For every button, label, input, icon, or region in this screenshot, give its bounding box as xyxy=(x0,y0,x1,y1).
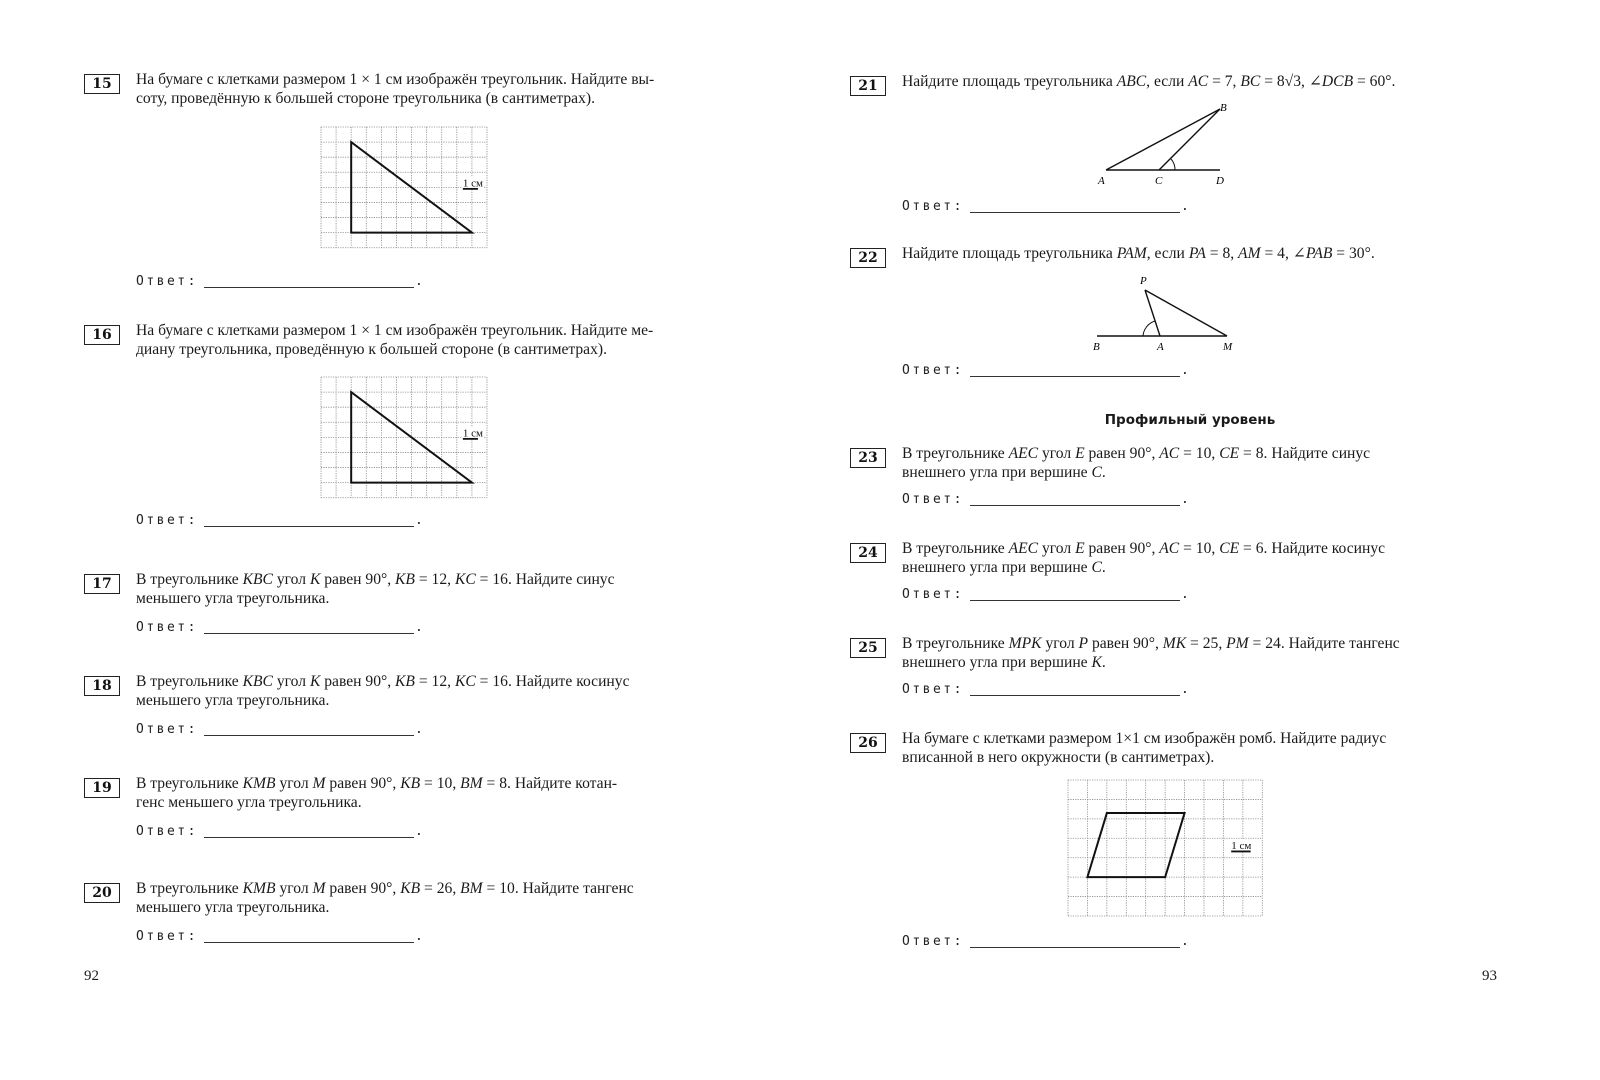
task-text-line: вписанной в него окружности (в сантиметрах). xyxy=(902,749,1215,766)
answer-label: Ответ: xyxy=(902,492,964,507)
page-right xyxy=(780,0,1600,1080)
task-25 xyxy=(850,634,1510,714)
label-p: P xyxy=(1140,275,1147,287)
task-number-box: 24 xyxy=(850,543,886,563)
task-number-box: 18 xyxy=(84,676,120,696)
answer-row: Ответ: . xyxy=(136,722,423,737)
task-text-line: В треугольнике AEC угол E равен 90°, AC = 10, CE = 8. Найдите синус xyxy=(902,445,1371,462)
answer-row: Ответ: . xyxy=(136,274,423,289)
side-ab xyxy=(1106,109,1220,170)
task-text-line: В треугольнике KMB угол M равен 90°, KB = 26, BM = 10. Найдите тангенс xyxy=(136,880,634,897)
task-text xyxy=(902,244,1502,263)
answer-label: Ответ: xyxy=(136,824,198,839)
answer-row: Ответ: . xyxy=(136,929,423,944)
answer-row: Ответ: . xyxy=(902,934,1189,949)
task-text-line: меньшего угла треугольника. xyxy=(136,590,330,607)
task-text-line: Найдите площадь треугольника PAM, если PA = 8, AM = 4, ∠PAB = 30°. xyxy=(902,245,1375,262)
task-text xyxy=(902,444,1502,482)
task-text-line: В треугольнике KBC угол K равен 90°, KB = 12, KC = 16. Найдите косинус xyxy=(136,673,630,690)
page-left xyxy=(0,0,780,1080)
scale-label: 1 см xyxy=(462,427,483,440)
task-text-line: В треугольнике KMB угол M равен 90°, KB = 10, BM = 8. Найдите котан- xyxy=(136,775,618,792)
task-text-line: меньшего угла треугольника. xyxy=(136,899,330,916)
task-19 xyxy=(84,774,734,854)
label-d: D xyxy=(1216,175,1224,187)
task-text xyxy=(136,570,724,608)
task-text xyxy=(136,774,724,812)
task-text-line: В треугольнике AEC угол E равен 90°, AC = 10, CE = 6. Найдите косинус xyxy=(902,540,1386,557)
grid-figure-rhombus xyxy=(1067,779,1277,919)
task-text xyxy=(902,634,1502,672)
task-text-line: На бумаге с клетками размером 1 × 1 см изображён треугольник. Найдите ме- xyxy=(136,322,654,339)
task-number-box: 26 xyxy=(850,733,886,753)
task-text xyxy=(902,539,1502,577)
scale-label: 1 см xyxy=(462,177,483,190)
answer-label: Ответ: xyxy=(136,513,198,528)
task-number-box: 17 xyxy=(84,574,120,594)
section-title: Профильный уровень xyxy=(1104,412,1276,428)
task-21 xyxy=(850,72,1510,222)
answer-field[interactable] xyxy=(970,375,1180,377)
answer-field[interactable] xyxy=(204,632,414,634)
grid-figure-triangle xyxy=(320,126,490,254)
figure-triangle-pam xyxy=(1085,270,1255,355)
answer-label: Ответ: xyxy=(902,363,964,378)
task-number-box: 19 xyxy=(84,778,120,798)
side-cb xyxy=(1159,109,1220,170)
answer-field[interactable] xyxy=(204,836,414,838)
label-m: M xyxy=(1223,341,1233,353)
task-text-line: соту, проведённую к большей стороне треугольника (в сантиметрах). xyxy=(136,90,595,107)
answer-field[interactable] xyxy=(970,504,1180,506)
scale-label: 1 см xyxy=(1231,839,1252,852)
answer-row: Ответ: . xyxy=(902,199,1189,214)
task-text-line: В треугольнике KBC угол K равен 90°, KB = 12, KC = 16. Найдите синус xyxy=(136,571,615,588)
answer-field[interactable] xyxy=(970,599,1180,601)
answer-field[interactable] xyxy=(204,525,414,527)
task-text-line: На бумаге с клетками размером 1 × 1 см изображён треугольник. Найдите вы- xyxy=(136,71,655,88)
answer-label: Ответ: xyxy=(902,682,964,697)
task-15 xyxy=(84,70,734,295)
task-number-box: 21 xyxy=(850,76,886,96)
label-b: B xyxy=(1220,102,1227,114)
figure-triangle-abc xyxy=(1095,100,1245,190)
answer-row: Ответ: . xyxy=(902,363,1189,378)
task-text-line: генс меньшего угла треугольника. xyxy=(136,794,362,811)
answer-row: Ответ: . xyxy=(902,587,1189,602)
page-number-left: 92 xyxy=(84,968,99,984)
task-24 xyxy=(850,539,1510,619)
task-18 xyxy=(84,672,734,752)
task-number-box: 23 xyxy=(850,448,886,468)
task-text-line: На бумаге с клетками размером 1×1 см изображён ромб. Найдите радиус xyxy=(902,730,1387,747)
task-number-box: 25 xyxy=(850,638,886,658)
answer-field[interactable] xyxy=(970,946,1180,948)
task-text-line: В треугольнике MPK угол P равен 90°, MK = 25, PM = 24. Найдите тангенс xyxy=(902,635,1400,652)
task-text-line: внешнего угла при вершине C. xyxy=(902,559,1106,576)
task-26 xyxy=(850,729,1510,959)
task-number-box: 15 xyxy=(84,74,120,94)
angle-arc-dcb xyxy=(1171,159,1175,170)
rhombus-shape xyxy=(1087,813,1184,877)
answer-label: Ответ: xyxy=(136,929,198,944)
task-text xyxy=(136,321,724,359)
answer-field[interactable] xyxy=(970,694,1180,696)
task-text-line: Найдите площадь треугольника ABC, если AC = 7, BC = 8√3, ∠DCB = 60°. xyxy=(902,73,1396,90)
answer-label: Ответ: xyxy=(902,934,964,949)
task-text-line: внешнего угла при вершине C. xyxy=(902,464,1106,481)
task-23 xyxy=(850,444,1510,524)
answer-row: Ответ: . xyxy=(902,492,1189,507)
task-text-line: меньшего угла треугольника. xyxy=(136,692,330,709)
answer-label: Ответ: xyxy=(902,199,964,214)
task-number-box: 22 xyxy=(850,248,886,268)
answer-row: Ответ: . xyxy=(136,620,423,635)
page-number-right: 93 xyxy=(1482,968,1497,984)
task-text-line: внешнего угла при вершине K. xyxy=(902,654,1106,671)
grid-figure-triangle xyxy=(320,376,490,504)
answer-field[interactable] xyxy=(204,286,414,288)
answer-label: Ответ: xyxy=(136,274,198,289)
answer-label: Ответ: xyxy=(136,722,198,737)
answer-row: Ответ: . xyxy=(902,682,1189,697)
answer-label: Ответ: xyxy=(136,620,198,635)
task-text-line: диану треугольника, проведённую к большей стороне (в сантиметрах). xyxy=(136,341,607,358)
label-a: A xyxy=(1098,175,1105,187)
answer-field[interactable] xyxy=(204,734,414,736)
task-text xyxy=(136,70,724,108)
task-20 xyxy=(84,879,734,959)
label-a: A xyxy=(1157,341,1164,353)
label-b: B xyxy=(1093,341,1100,353)
task-text xyxy=(902,729,1502,767)
answer-field[interactable] xyxy=(204,941,414,943)
answer-row: Ответ: . xyxy=(136,513,423,528)
answer-field[interactable] xyxy=(970,211,1180,213)
task-text xyxy=(136,879,724,917)
task-17 xyxy=(84,570,734,650)
label-c: C xyxy=(1155,175,1163,187)
task-text xyxy=(902,72,1502,91)
answer-row: Ответ: . xyxy=(136,824,423,839)
angle-arc-pab xyxy=(1143,321,1155,336)
task-text xyxy=(136,672,724,710)
answer-label: Ответ: xyxy=(902,587,964,602)
task-number-box: 16 xyxy=(84,325,120,345)
task-22 xyxy=(850,244,1510,389)
task-16 xyxy=(84,321,734,541)
task-number-box: 20 xyxy=(84,883,120,903)
